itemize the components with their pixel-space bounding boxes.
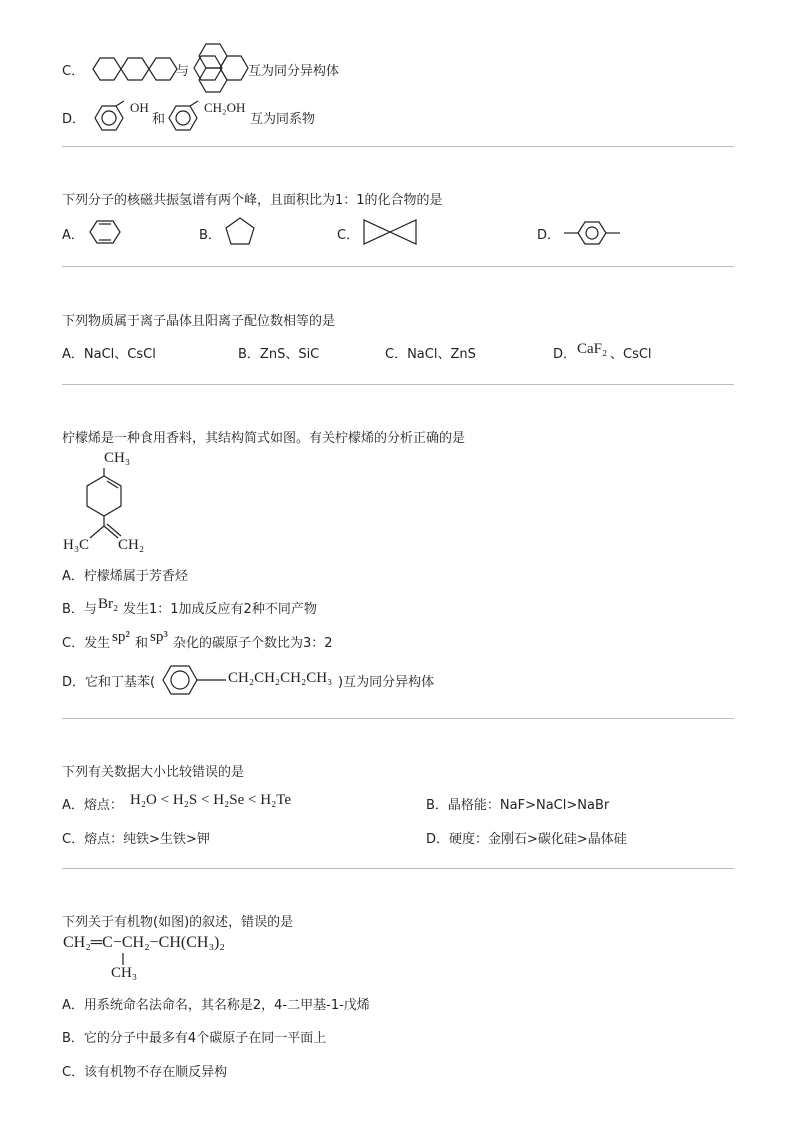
q6-option-b: B．它的分子中最多有4个碳原子在同一平面上 xyxy=(62,1031,327,1046)
q3-option-c: C．NaCl、ZnS xyxy=(385,347,476,362)
q6-option-a: A．用系统命名法命名，其名称是2，4-二甲基-1-戊烯 xyxy=(62,998,370,1013)
butylbenzene-chain-label: CH₂CH₂CH₂CH₃ xyxy=(228,670,333,686)
spiropentane-structure xyxy=(362,218,420,248)
q6-structure-main-chain: CH₂═C−CH₂−CH(CH₃)₂ xyxy=(63,934,225,951)
q5-option-a-prefix: A．熔点： xyxy=(62,798,123,813)
p-xylene-structure xyxy=(562,218,626,248)
q1-option-d-tail: 互为同系物 xyxy=(250,112,316,127)
divider xyxy=(62,266,734,267)
q6-option-c: C．该有机物不存在顺反异构 xyxy=(62,1065,228,1080)
butylbenzene-ring-structure xyxy=(160,660,226,700)
q4-option-a: A．柠檬烯属于芳香烃 xyxy=(62,569,188,584)
q1-option-c-connector: 与 xyxy=(176,64,190,79)
divider xyxy=(62,718,734,719)
q3-option-a: A．NaCl、CsCl xyxy=(62,347,156,362)
q1-option-c-tail: 互为同分异构体 xyxy=(248,64,340,79)
q4-option-d-suffix: )互为同分异构体 xyxy=(338,675,435,690)
cyclohexadiene-structure xyxy=(88,218,124,248)
divider xyxy=(62,868,734,869)
limonene-ch2-label: CH₂ xyxy=(118,537,145,553)
limonene-ch3-label: CH₃ xyxy=(104,450,131,466)
q4-option-c-sp3: sp³ xyxy=(150,629,168,645)
q4-option-b-formula: Br₂ xyxy=(98,596,119,612)
q2-option-a-letter: A． xyxy=(62,228,84,243)
cyclopentane-structure xyxy=(224,216,258,248)
benzyl-ch2oh-label: CH₂OH xyxy=(204,100,246,115)
q4-option-b-prefix: B．与 xyxy=(62,602,97,617)
divider xyxy=(62,384,734,385)
phenol-oh-label: OH xyxy=(130,100,149,115)
q4-option-b-suffix: 发生1：1加成反应有2种不同产物 xyxy=(123,602,317,617)
q4-option-c-prefix: C．发生 xyxy=(62,636,111,651)
q5-stem: 下列有关数据大小比较错误的是 xyxy=(62,765,245,780)
q3-option-d-formula: CaF₂ xyxy=(577,341,608,357)
q2-option-d-letter: D． xyxy=(537,228,561,243)
q4-option-c-connector: 和 xyxy=(135,636,149,651)
q4-option-c-sp2: sp² xyxy=(112,629,130,645)
q2-option-c-letter: C． xyxy=(337,228,360,243)
limonene-h3c-label: H₃C xyxy=(63,537,90,553)
q4-option-d-prefix: D．它和丁基苯( xyxy=(62,675,156,690)
q5-option-c: C．熔点：纯铁>生铁>钾 xyxy=(62,832,210,847)
q1-option-d-connector: 和 xyxy=(152,112,166,127)
q2-stem: 下列分子的核磁共振氢谱有两个峰，且面积比为1：1的化合物的是 xyxy=(62,193,443,208)
q4-stem: 柠檬烯是一种食用香料，其结构简式如图。有关柠檬烯的分析正确的是 xyxy=(62,431,466,446)
fused-tricyclic-angular-structure xyxy=(190,40,250,102)
q3-option-b: B．ZnS、SiC xyxy=(238,347,320,362)
q1-option-c-letter: C． xyxy=(62,64,85,79)
q3-option-d-letter: D． xyxy=(553,347,577,362)
fused-tricyclic-linear-structure xyxy=(90,50,175,88)
q4-option-c-suffix: 杂化的碳原子个数比为3：2 xyxy=(173,636,333,651)
q5-option-b: B．晶格能：NaF>NaCl>NaBr xyxy=(426,798,610,813)
q1-option-d-letter: D． xyxy=(62,112,86,127)
divider xyxy=(62,146,734,147)
q6-stem: 下列关于有机物(如图)的叙述，错误的是 xyxy=(62,915,294,930)
q3-stem: 下列物质属于离子晶体且阳离子配位数相等的是 xyxy=(62,314,336,329)
q5-option-d: D．硬度：金刚石>碳化硅>晶体硅 xyxy=(426,832,627,847)
q6-structure-branch: CH₃ xyxy=(111,965,138,981)
q3-option-d-tail: 、CsCl xyxy=(610,347,652,362)
q5-option-a-formula: H₂O < H₂S < H₂Se < H₂Te xyxy=(130,792,292,808)
q2-option-b-letter: B． xyxy=(199,228,221,243)
limonene-structure xyxy=(80,468,160,542)
